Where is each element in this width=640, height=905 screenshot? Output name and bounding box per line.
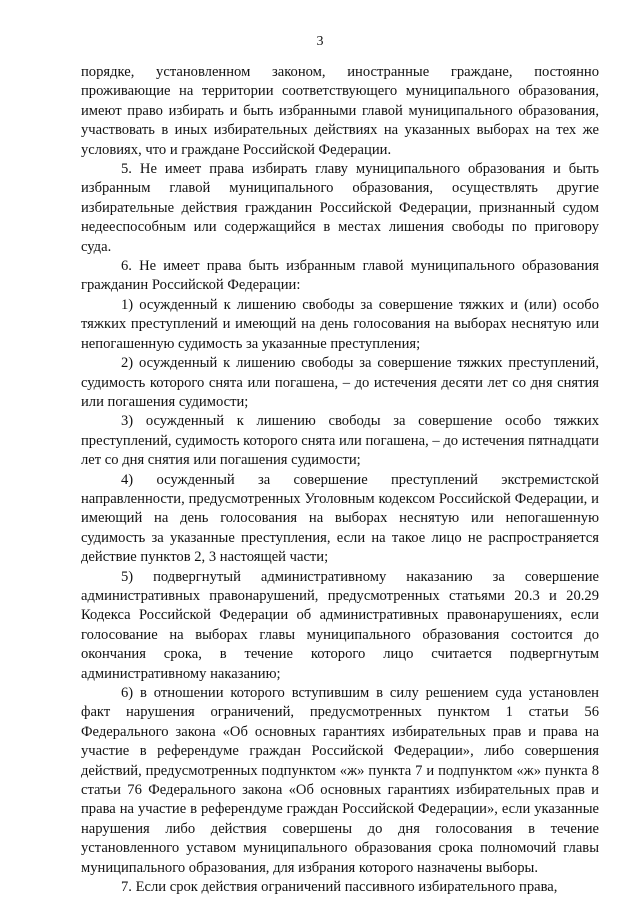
subparagraph-4: 4) осужденный за совершение преступлений экстремистской направленности, предусмотренных Уголовным кодексом Российской Федерации, и имеющий на день голосования на выборах неснятую или непогашенную судимость за указанные преступления, если на такое лицо не распространяется действие пунктов 2, 3 настоящей части; xyxy=(81,471,599,566)
subparagraph-1: 1) осужденный к лишению свободы за совершение тяжких и (или) особо тяжких преступлений и имеющий на день голосования на выборах неснятую или непогашенную судимость за указанные преступления; xyxy=(81,296,599,352)
paragraph-item-6: 6. Не имеет права быть избранным главой муниципального образования гражданин Российской Федерации: xyxy=(81,258,599,294)
paragraph-item-7: 7. Если срок действия ограничений пассивного избирательного права, xyxy=(121,879,558,896)
subparagraph-3: 3) осужденный к лишению свободы за совершение особо тяжких преступлений, судимость которого снята или погашена, – до истечения пятнадцати лет со дня снятия или погашения судимости; xyxy=(81,413,599,469)
subparagraph-5: 5) подвергнутый административному наказанию за совершение административных правонарушений, предусмотренных статьями 20.3 и 20.29 Кодекса Российской Федерации об административных правонарушениях, если голосование на выборах главы муниципального образования состоится до окончания срока, в течение которого лицо считается подвергнутым административному наказанию; xyxy=(81,568,599,682)
paragraph-continuation: порядке, установленном законом, иностранные граждане, постоянно проживающие на территории соответствующего муниципального образования, имеют право избирать и быть избранными главой муниципального образования, участвовать в иных избирательных действиях на указанных выборах на тех же условиях, что и граждане Российской Федерации. xyxy=(81,64,599,158)
subparagraph-2: 2) осужденный к лишению свободы за совершение тяжких преступлений, судимость которого снята или погашена, – до истечения десяти лет со дня снятия или погашения судимости; xyxy=(81,355,599,410)
document-body xyxy=(81,63,599,897)
paragraph-item-5: 5. Не имеет права избирать главу муниципального образования и быть избранным главой муниципального образования, осуществлять другие избирательные действия гражданин Российской Федерации, признанный судом недееспособным или содержащийся в местах лишения свободы по приговору суда. xyxy=(81,161,599,255)
subparagraph-6: 6) в отношении которого вступившим в силу решением суда установлен факт нарушения ограничений, предусмотренных пунктом 1 статьи 56 Федерального закона «Об основных гарантиях избирательных прав и права на участие в референдуме граждан Российской Федерации», либо совершения действий, предусмотренных подпунктом «ж» пункта 7 и подпунктом «ж» пункта 8 статьи 76 Федерального закона «Об основных гарантиях избирательных прав и права на участие в референдуме граждан Российской Федерации», если указанные нарушения либо действия совершены до дня голосования в течение установленного уставом муниципального образования срока полномочий главы муниципального образования, для избрания которого назначены выборы. xyxy=(81,685,599,876)
page-number: 3 xyxy=(316,34,324,49)
